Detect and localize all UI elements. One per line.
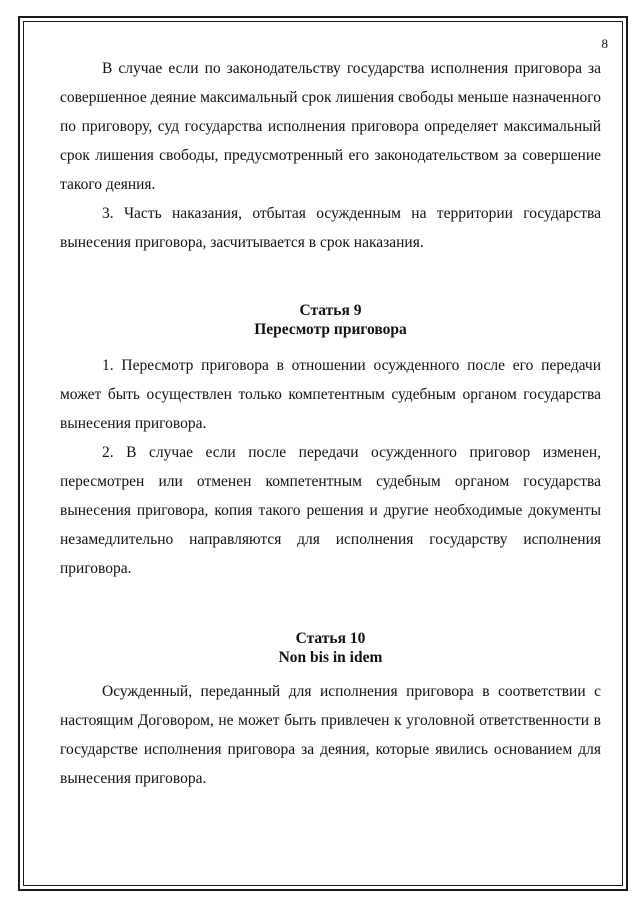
document-body — [60, 54, 601, 793]
article-10-title: Non bis in idem — [278, 649, 383, 666]
article-10-heading — [60, 629, 601, 667]
article-9-heading — [60, 301, 601, 339]
article-10-paragraph-1: Осужденный, переданный для исполнения приговора в соответствии с настоящим Договором, не может быть привлечен к уголовной ответственности в государстве исполнения приговора за деяния, которые явились основанием для вынесения приговора. — [60, 683, 601, 787]
article-9-paragraph-1: 1. Пересмотр приговора в отношении осужденного после его передачи может быть осуществлен только компетентным судебным органом государства вынесения приговора. — [60, 357, 601, 432]
article-9-paragraph-2: 2. В случае если после передачи осужденного приговор изменен, пересмотрен или отменен компетентным судебным органом государства вынесения приговора, копия такого решения и другие необходимые документы незамедлительно направляются для исполнения государству исполнения приговора. — [60, 444, 601, 577]
paragraph-max-term: В случае если по законодательству государства исполнения приговора за совершенное деяние максимальный срок лишения свободы меньше назначенного по приговору, суд государства исполнения приговора определяет максимальный срок лишения свободы, предусмотренный его законодательством за совершение такого деяния. — [60, 60, 601, 193]
article-9-title: Пересмотр приговора — [254, 321, 407, 338]
article-10-number: Статья 10 — [295, 630, 366, 647]
page-number: 8 — [601, 36, 608, 51]
article-9-number: Статья 9 — [299, 302, 362, 319]
paragraph-3-served-term: 3. Часть наказания, отбытая осужденным на территории государства вынесения приговора, засчитывается в срок наказания. — [60, 205, 601, 251]
